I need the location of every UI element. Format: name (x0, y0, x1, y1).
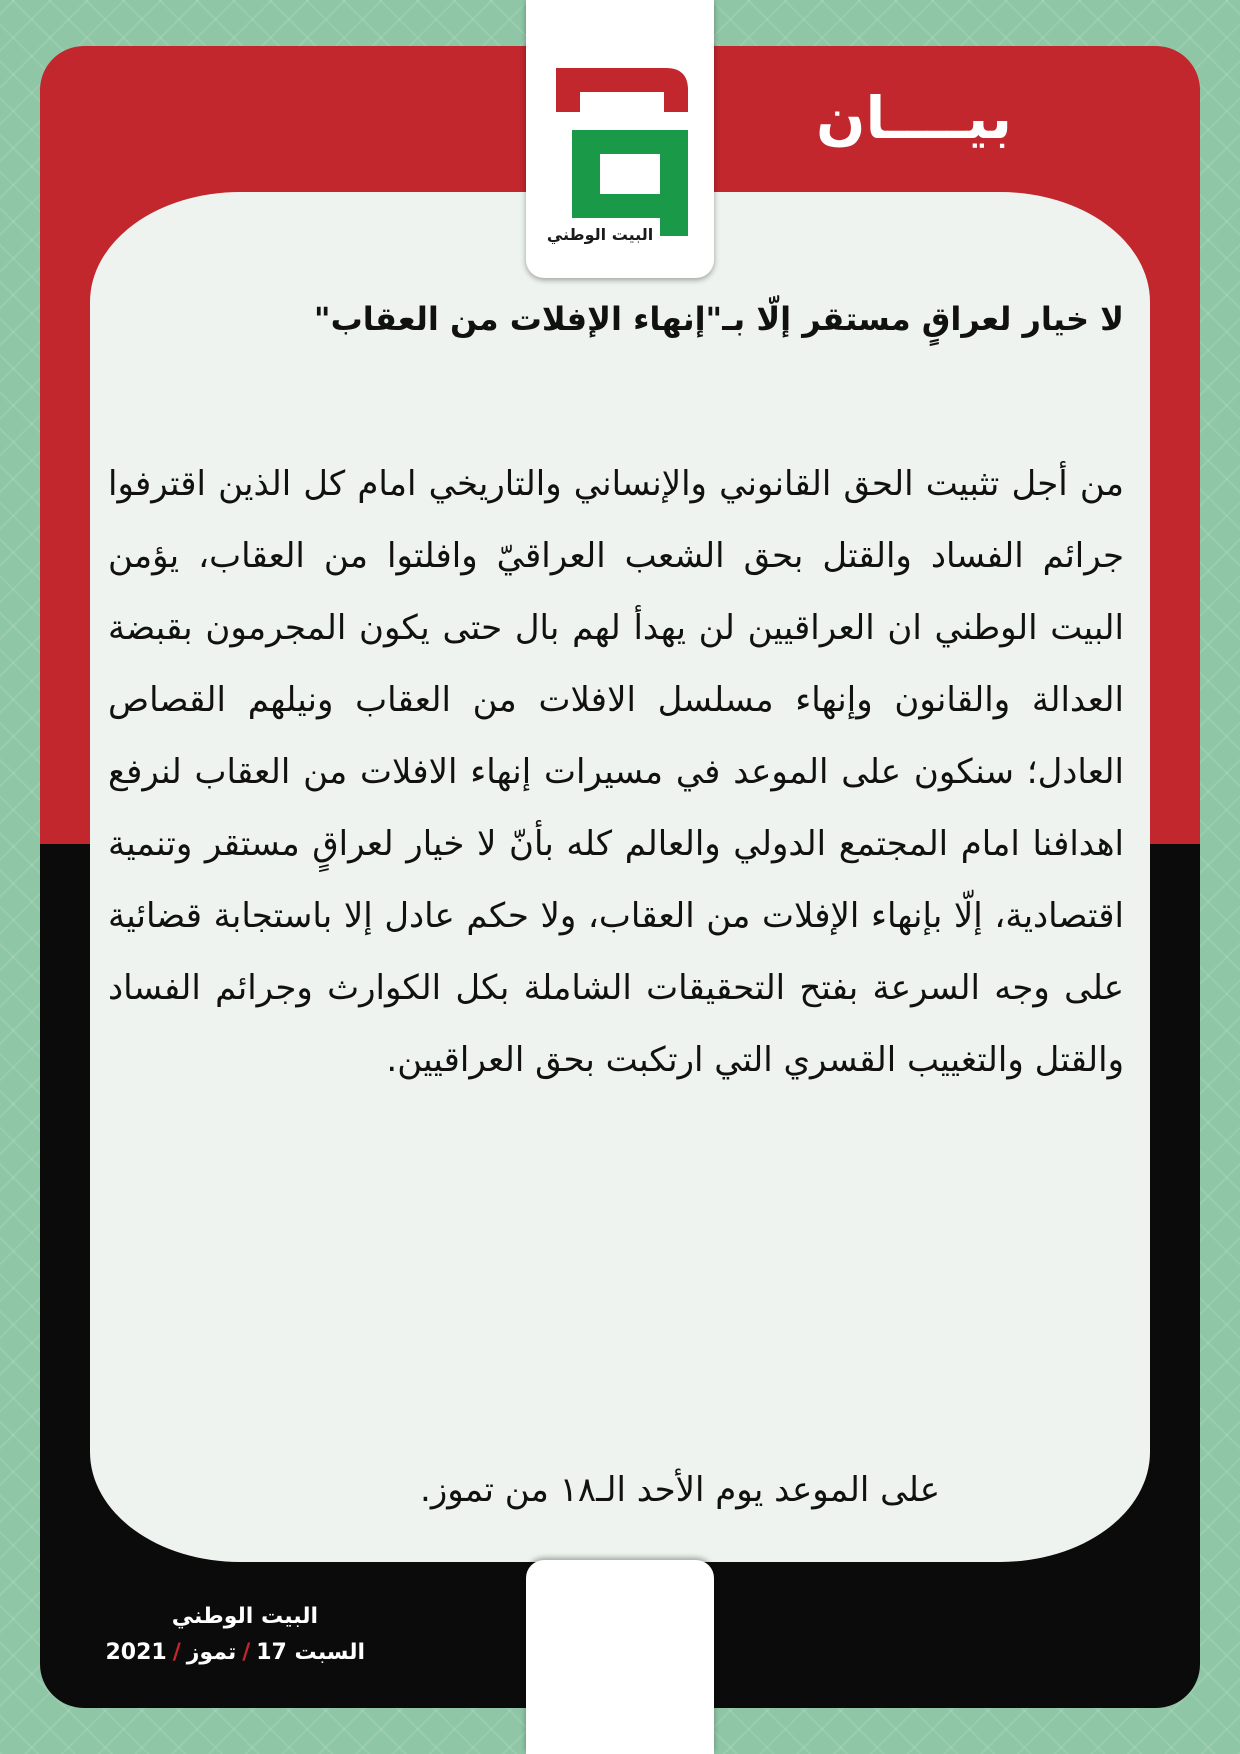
logo-label: البيت الوطني (546, 225, 654, 244)
footer-month: تموز (186, 1640, 237, 1665)
bottom-tab (526, 1560, 714, 1754)
date-separator: / (172, 1640, 181, 1665)
logo-icon (542, 68, 702, 248)
statement-headline: لا خيار لعراقٍ مستقر إلّا بـ"إنهاء الإفلات من العقاب" (313, 300, 1124, 338)
statement-body: من أجل تثبيت الحق القانوني والإنساني والتاريخي امام كل الذين اقترفوا جرائم الفساد والقتل بحق الشعب العراقيّ وافلتوا من العقاب، يؤمن البيت الوطني ان العراقيين لن يهدأ لهم بال حتى يكون المجرمون بقبضة العدالة والقانون وإنهاء مسلسل الافلات من العقاب ونيلهم القصاص العادل؛ سنكون على الموعد في مسيرات إنهاء الافلات من العقاب لنرفع اهدافنا امام المجتمع الدولي والعالم كله بأنّ لا خيار لعراقٍ مستقر وتنمية اقتصادية، إلّا بإنهاء الإفلات من العقاب، ولا حكم عادل إلا باستجابة قضائية على وجه السرعة بفتح التحقيقات الشاملة بكل الكوارث وجرائم الفساد والقتل والتغييب القسري التي ارتكبت بحق العراقيين. (108, 464, 1124, 1080)
date-separator: / (242, 1640, 251, 1665)
footer-day: السبت 17 (256, 1640, 365, 1665)
page-title: بيــــان (815, 84, 1012, 152)
footer-organization: البيت الوطني (171, 1604, 318, 1629)
footer-date (105, 1640, 365, 1665)
footer-year: 2021 (105, 1640, 167, 1665)
logo-box (526, 0, 714, 278)
statement-closing: على الموعد يوم الأحد الـ١٨ من تموز. (420, 1470, 940, 1510)
